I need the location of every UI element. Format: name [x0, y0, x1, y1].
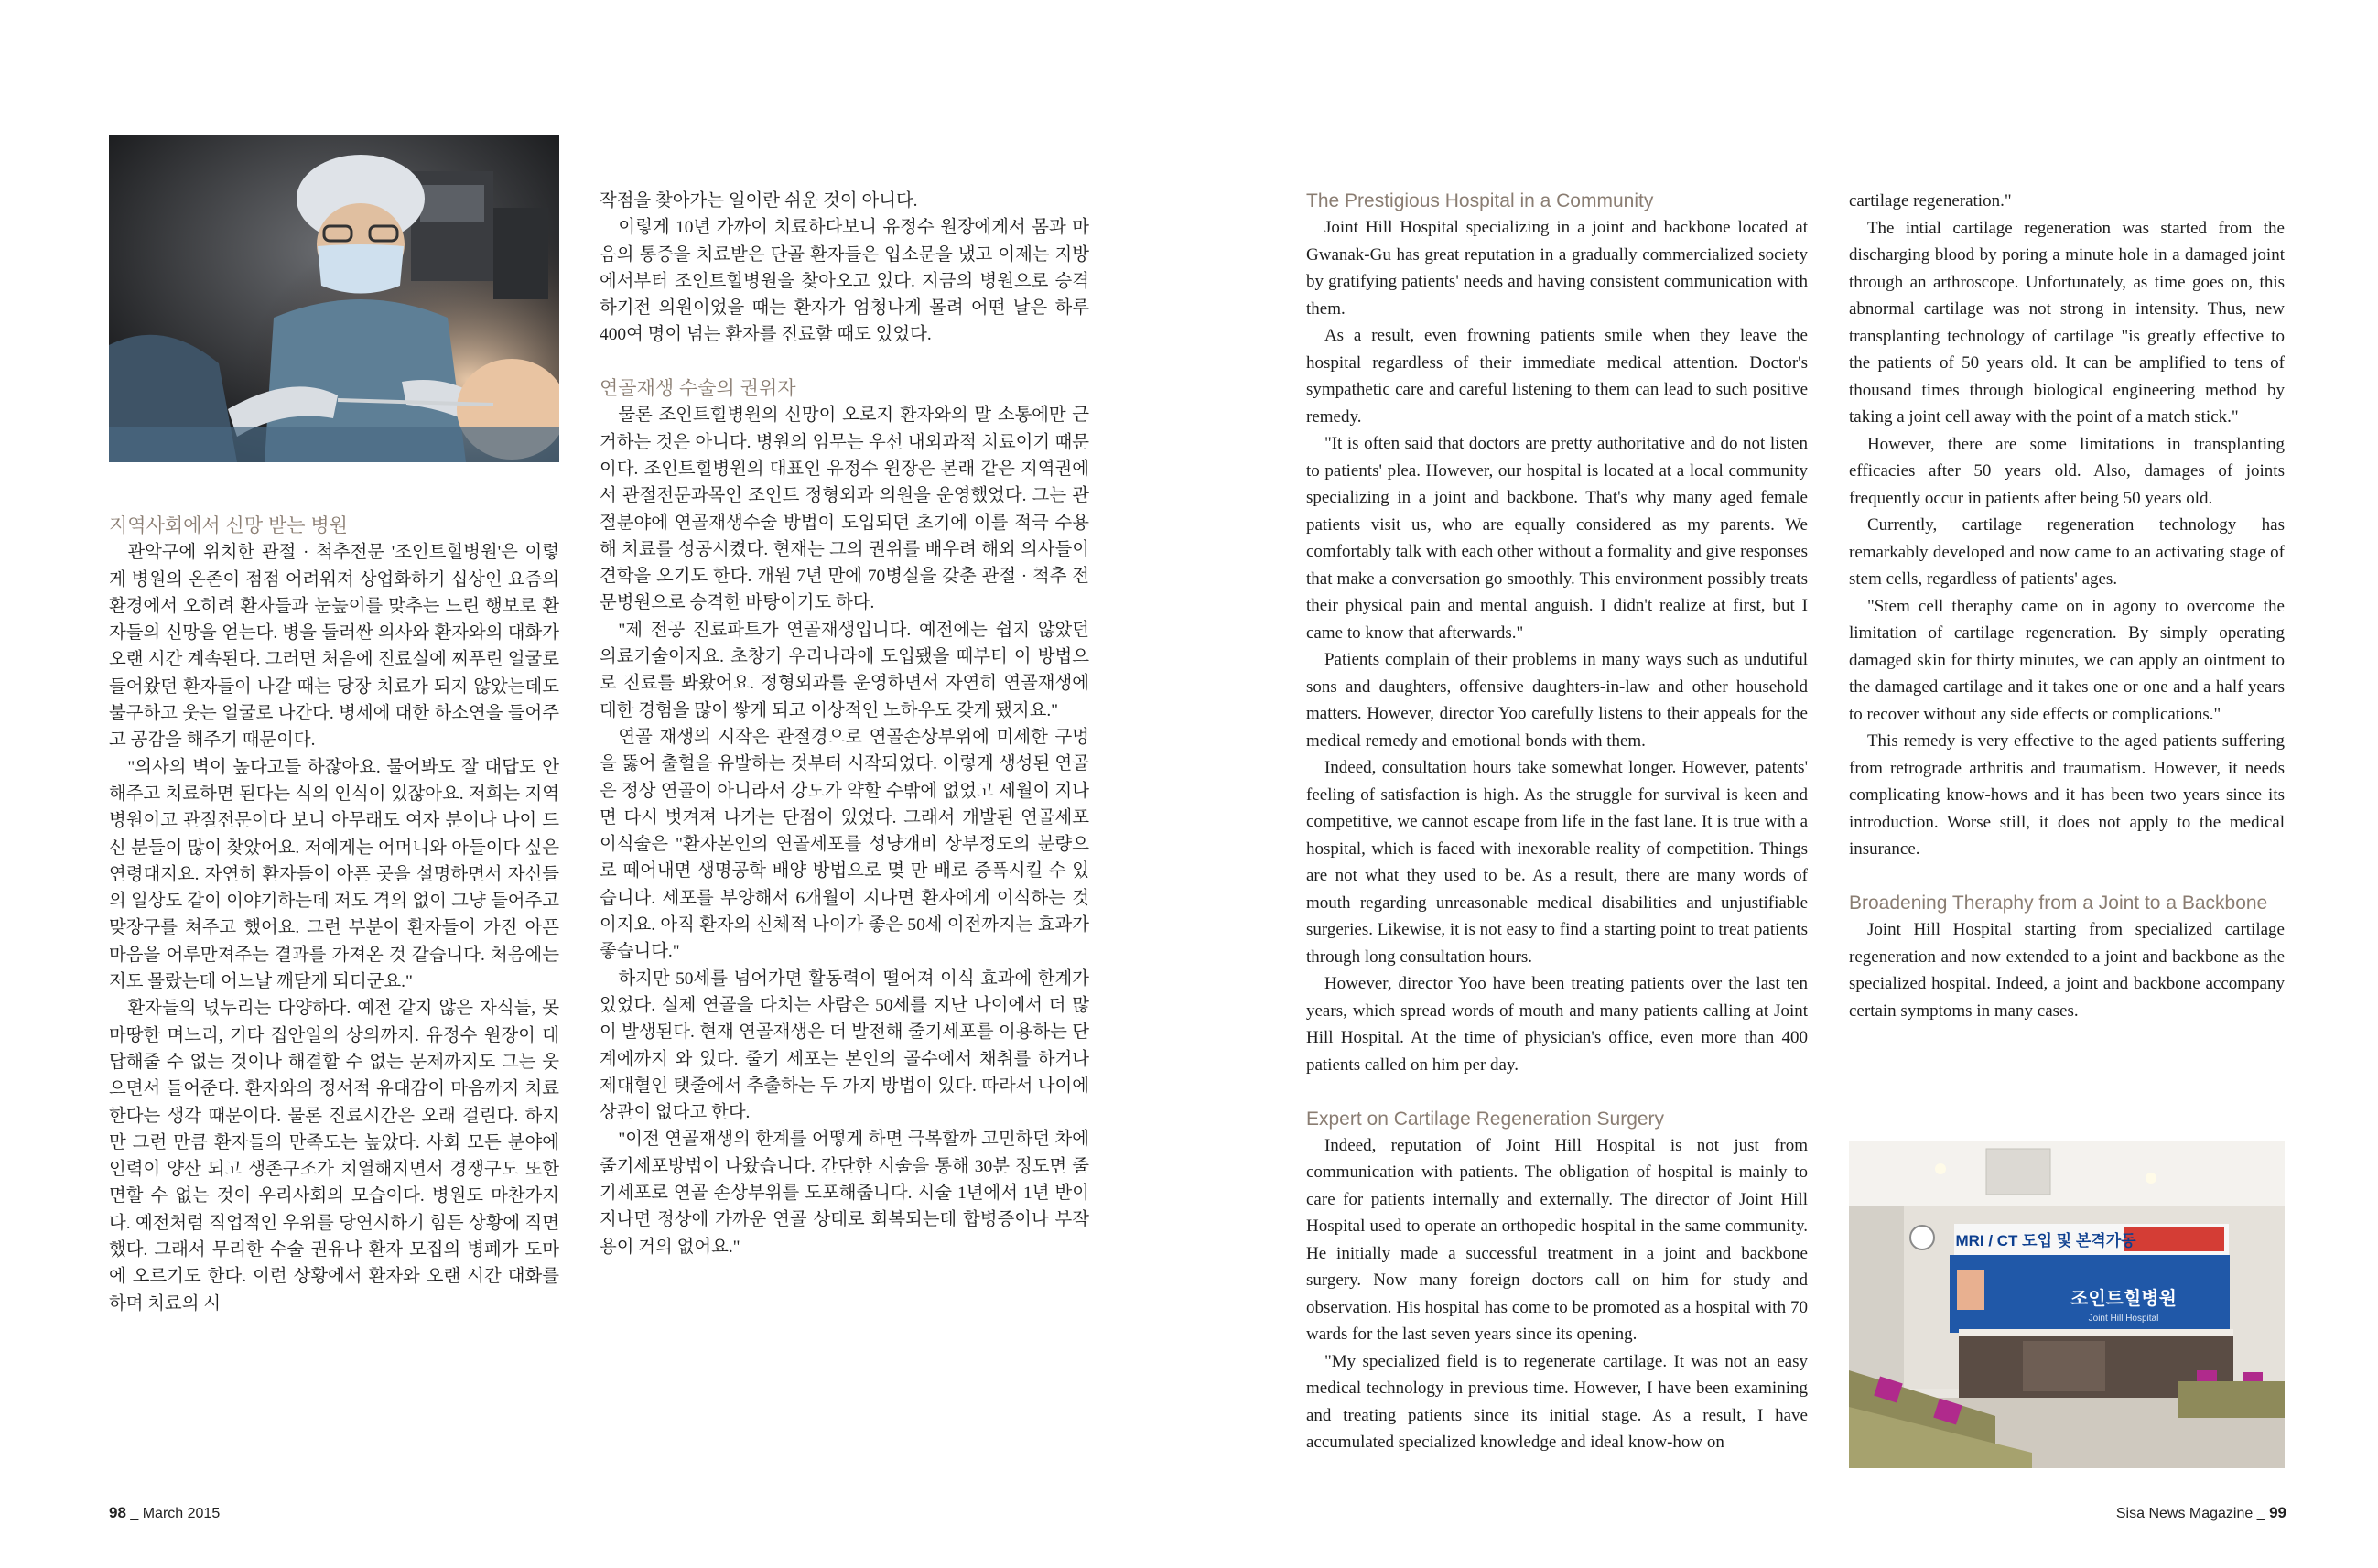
body-paragraph: 작점을 찾아가는 일이란 쉬운 것이 아니다.	[600, 191, 918, 211]
lobby-sign-english: Joint Hill Hospital	[2088, 1314, 2159, 1324]
body-paragraph: 연골 재생의 시작은 관절경으로 연골손상부위에 미세한 구멍을 뚫어 출혈을 유발하는 것부터 시작되었다. 이렇게 생성된 연골은 정상 연골이 아니라서 강도가 약할 수밖에 없었고 세월이 지나면 다시 벗겨져 나가는 단점이 있었다. 그래서 개발된 연골세포 이식술은 "환자본인의 연골세포를 성냥개비 상부정도의 분량으로 떼어내면 생명공학 배양 방법으로 몇 만 배로 증폭시킬 수 있습니다. 세포를 부양해서 6개월이 지나면 환자에게 이식하는 것이지요. 아직 환자의 신체적 나이가 좋은 50세 이전까지는 효과가 좋습니다."	[600, 727, 1089, 962]
body-paragraph: The intial cartilage regeneration was started from the discharging blood by poring a minute hole in a damaged joint through an arthroscope. Unfortunately, as time goes on, this abnormal cartilage was not strong in intensity. Thus, new transplanting technology of cartilage "is greatly effective to the patients of 50 years old. It can be amplified to tens of thousand times through biological engineering method by taking a joint cell away with the point of a match stick."	[1849, 218, 2285, 427]
body-paragraph: 관악구에 위치한 관절 · 척추전문 '조인트힐병원'은 이렇게 병원의 온존이 점점 어려워져 상업화하기 십상인 요즘의 환경에서 오히려 환자들과 눈높이를 맞추는 느린 행보로 환자들의 신망을 얻는다. 병을 둘러싼 의사와 환자와의 대화가 오랜 시간 계속된다. 그러면 처음에 진료실에 찌푸린 얼굴로 들어왔던 환자들이 나갈 때는 당장 치료가 되지 않았는데도 불구하고 웃는 얼굴로 나간다. 병세에 대한 하소연을 들어주고 공감을 해주기 때문이다.	[109, 543, 559, 751]
page-number: 98	[109, 1504, 126, 1521]
section-heading: Expert on Cartilage Regeneration Surgery	[1306, 1108, 1665, 1130]
section-heading: 지역사회에서 신망 받는 병원	[109, 515, 348, 536]
body-paragraph: 물론 조인트힐병원의 신망이 오로지 환자와의 말 소통에만 근거하는 것은 아니다. 병원의 임무는 우선 내외과적 치료이기 때문이다. 조인트힐병원의 대표인 유정수 원장은 본래 같은 지역권에서 관절전문과목인 조인트 정형외과 의원을 운영했었다. 그는 관절분야에 연골재생수술 방법이 도입되던 초기에 이를 적극 수용해 치료를 성공시켰다. 현재는 그의 권위를 배우려 해외 의사들이 견학을 오기도 한다. 개원 7년 만에 70병실을 갖춘 관절 · 척추 전문병원으로 승격한 바탕이기도 하다.	[600, 406, 1089, 613]
body-paragraph: This remedy is very effective to the aged patients suffering from retrograde arthritis and traumatism. However, it needs complicating know-hows and it has been two years since its introduction. Worse still, it does not apply to the medical insurance.	[1849, 731, 2285, 859]
body-paragraph: Patients complain of their problems in many ways such as undutiful sons and daughters, offensive daughters-in-law and other household matters. However, director Yoo carefully listens to their appeals for the medical remedy and emotional bonds with them.	[1306, 650, 1808, 751]
body-paragraph: Indeed, reputation of Joint Hill Hospital is not just from communication with patients. The obligation of hospital is mainly to care for patients internally and externally. The director of Joint Hill Hospital used to operate an orthopedic hospital in the same community. He initially made a successful treatment in a joint and backbone surgery. Now many foreign doctors call on him for study and observation. His hospital has come to be promoted as a hospital with 70 wards for the last seven years since its opening.	[1306, 1135, 1808, 1345]
body-paragraph: "My specialized field is to regenerate cartilage. It was not an easy medical technology in previous time. However, I have been examining and treating patients since its initial stage. As a result, I have accumulated specialized knowledge and ideal know-how on	[1306, 1351, 1808, 1453]
page-number: 99	[2269, 1504, 2286, 1521]
body-paragraph: cartilage regeneration."	[1849, 191, 2012, 211]
body-paragraph: Indeed, consultation hours take somewhat longer. However, patents' feeling of satisfaction is high. As the struggle for survival is keen and competitive, we cannot escape from life in the fast lane. It is true with a hospital, which is faced with inexorable reality of competition. Things are not what they used to be. As a result, there are many words of mouth regarding unreasonable medical disabilities and unjustifiable surgeries. Likewise, it is not easy to find a starting point to treat patients through long consultation hours.	[1306, 758, 1808, 967]
english-column-2	[1849, 188, 2285, 1024]
body-paragraph: 환자들의 넋두리는 다양하다. 예전 같지 않은 자식들, 못마땅한 며느리, 기타 집안일의 상의까지. 유정수 원장이 대답해줄 수 없는 것이나 해결할 수 없는 문제까지도 그는 웃으면서 들어준다. 환자와의 정서적 유대감이 마음까지 치료한다는 생각 때문이다. 물론 진료시간은 오래 걸린다. 하지만 그런 만큼 환자들의 만족도는 높았다. 사회 모든 분야에 인력이 양산 되고 생존구조가 치열해지면서 경쟁구도 또한 면할 수 없는 것이 우리사회의 모습이다. 병원도 마찬가지다. 예전처럼 직업적인 우위를 당연시하기 힘든 상황에 직면했다. 그래서 무리한 수술 권유나 환자 모집의 병폐가 도마에 오르기도 한다. 이런 상황에서 환자와 오랜 시간 대화를 하며 치료의 시	[109, 999, 559, 1314]
lobby-sign-korean: 조인트힐병원	[2070, 1287, 2177, 1309]
hospital-lobby-photo	[1849, 1141, 2285, 1468]
section-heading: The Prestigious Hospital in a Community	[1306, 190, 1654, 211]
section-heading: Broadening Theraphy from a Joint to a Backbone	[1849, 892, 2268, 914]
body-paragraph: "의사의 벽이 높다고들 하잖아요. 물어봐도 잘 대답도 안해주고 치료하면 된다는 식의 인식이 있잖아요. 저희는 지역 병원이고 관절전문이다 보니 아무래도 여자 분이나 나이 드신 분들이 많이 찾았어요. 저에게는 어머니와 아들이다 싶은 연령대지요. 자연히 환자들이 아픈 곳을 설명하면서 자신들의 일상도 같이 이야기하는데 저도 격의 없이 그냥 들어주고 맞장구를 쳐주고 했어요. 그런 부분이 환자들이 가진 아픈 마음을 어루만져주는 결과를 가져온 것 같습니다. 처음에는 저도 몰랐는데 어느날 깨닫게 되더군요."	[109, 757, 559, 992]
body-paragraph: However, director Yoo have been treating patients over the last ten years, which spread words of mouth and many patients calling at Joint Hill Hospital. At the time of physician's office, even more than 400 patients called on him per day.	[1306, 974, 1808, 1075]
section-heading: 연골재생 수술의 권위자	[600, 378, 796, 400]
english-column-1	[1306, 188, 1808, 1456]
surgery-illustration	[109, 135, 559, 462]
body-paragraph: "It is often said that doctors are pretty authoritative and do not listen to patients' plea. However, our hospital is located at a local community specializing in a joint and backbone. That's why many aged female patients visit us, who are equally considered as my parents. We comfortably talk with each other without a formality and give responses that make a conversation go smoothly. This environment possibly treats their physical pain and mental anguish. I didn't realize at first, but I came to know that afterwards."	[1306, 434, 1808, 643]
body-paragraph: Currently, cartilage regeneration technology has remarkably developed and now came to an activating stage of stem cells, regardless of patients' ages.	[1849, 515, 2285, 589]
issue-date: _ March 2015	[130, 1506, 221, 1521]
body-paragraph: However, there are some limitations in transplanting efficacies after 50 years old. Also, damages of joints frequently occur in patients after being 50 years old.	[1849, 434, 2285, 508]
body-paragraph: 하지만 50세를 넘어가면 활동력이 떨어져 이식 효과에 한계가 있었다. 실제 연골을 다치는 사람은 50세를 지난 나이에서 더 많이 발생된다. 현재 연골재생은 더 발전해 줄기세포를 이용하는 단계에까지 와 있다. 줄기 세포는 본인의 골수에서 채취를 하거나 제대혈인 탯줄에서 추출하는 두 가지 방법이 있다. 따라서 나이에 상관이 없다고 한다.	[600, 968, 1089, 1123]
body-paragraph: As a result, even frowning patients smile when they leave the hospital regardless of their immediate medical attention. Doctor's sympathetic care and careful listening to them can lead to such positive remedy.	[1306, 326, 1808, 427]
body-paragraph: "제 전공 진료파트가 연골재생입니다. 예전에는 쉽지 않았던 의료기술이지요. 초창기 우리나라에 도입됐을 때부터 이 방법으로 진료를 봐왔어요. 정형외과를 운영하면서 자연히 연골재생에 대한 경험을 많이 쌓게 되고 이상적인 노하우도 갖게 됐지요."	[600, 620, 1089, 720]
body-paragraph: 이렇게 10년 가까이 치료하다보니 유정수 원장에게서 몸과 마음의 통증을 치료받은 단골 환자들은 입소문을 냈고 이제는 지방에서부터 조인트힐병원을 찾아오고 있다. 지금의 병원으로 승격 하기전 의원이었을 때는 환자가 엄청나게 몰려 어떤 날은 하루 400여 명이 넘는 환자를 진료할 때도 있었다.	[600, 218, 1089, 345]
lobby-illustration	[1849, 1141, 2285, 1468]
magazine-name: Sisa News Magazine _	[2115, 1506, 2265, 1521]
lobby-sign-banner: MRI / CT 도입 및 본격가동	[1955, 1232, 2136, 1249]
korean-column-2	[600, 188, 1089, 1260]
body-paragraph: Joint Hill Hospital starting from specialized cartilage regeneration and now extended to a joint and backbone as the specialized hospital. Indeed, a joint and backbone accompany certain symptoms in many cases.	[1849, 920, 2285, 1021]
left-folio	[109, 1504, 220, 1522]
body-paragraph: Joint Hill Hospital specializing in a joint and backbone located at Gwanak-Gu has great reputation in a gradually commercialized society by gratifying patients' needs and having consistent communication with them.	[1306, 218, 1808, 319]
body-paragraph: "이전 연골재생의 한계를 어떻게 하면 극복할까 고민하던 차에 줄기세포방법이 나왔습니다. 간단한 시술을 통해 30분 정도면 줄기세포로 연골 손상부위를 도포해줍니다. 시술 1년에서 1년 반이 지나면 정상에 가까운 연골 상태로 회복되는데 합병증이나 부작용이 거의 없어요."	[600, 1130, 1089, 1257]
right-folio	[2116, 1504, 2286, 1522]
korean-column-1	[109, 513, 559, 1317]
body-paragraph: "Stem cell theraphy came on in agony to overcome the limitation of cartilage regeneration. By simply operating damaged skin for thirty minutes, we can apply an ointment to the damaged cartilage and it takes one or one and a half years to recover without any side effects or complications."	[1849, 596, 2285, 724]
surgery-photo	[109, 135, 559, 462]
